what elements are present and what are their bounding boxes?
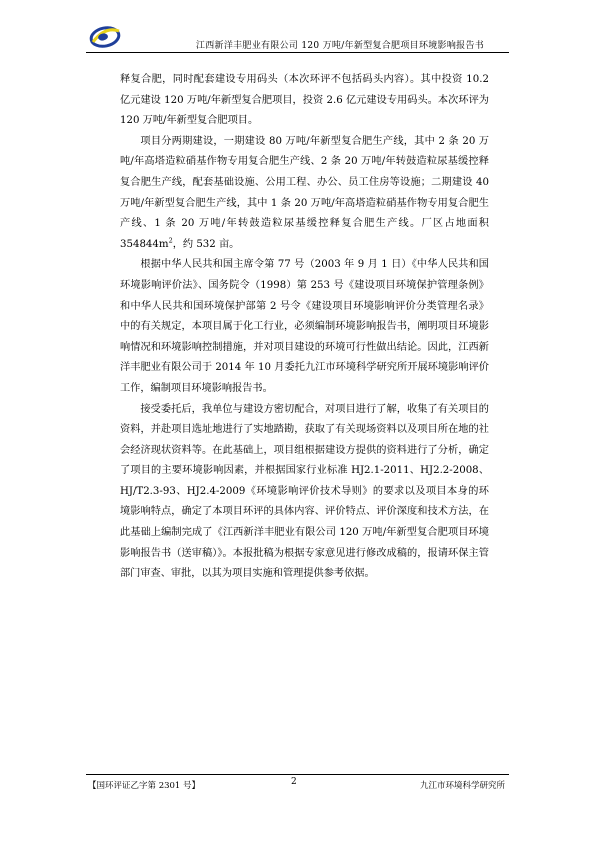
header-divider bbox=[86, 52, 509, 53]
page-number: 2 bbox=[291, 777, 297, 787]
organization-logo bbox=[88, 22, 122, 50]
area-unit-superscript: 2 bbox=[168, 236, 173, 245]
footer-divider bbox=[86, 774, 509, 775]
paragraph-4: 接受委托后，我单位与建设方密切配合，对项目进行了解，收集了有关项目的资料，并赴项目选址地进行了实地踏勘，获取了有关现场资料以及项目所在地的社会经济现状资料等。在此基础上，项目组根据建设方提供的资料进行了分析，确定了项目的主要环境影响因素，并根据国家行业标准 HJ2.1-2011、HJ2.2-2008、HJ/T2.3-93、HJ2.4-2009《环境影响评价技术导则》的要求以及项目本身的环境影响特点，确定了本项目环评的具体内容、评价特点、评价深度和技术方法，在此基础上编制完成了《江西新洋丰肥业有限公司 120 万吨/年新型复合肥项目环境影响报告书（送审稿）》。本报批稿为根据专家意见进行修改成稿的，报请环保主管部门审查、审批，以其为项目实施和管理提供参考依据。 bbox=[120, 403, 489, 580]
institute-name: 九江市环境科学研究所 bbox=[419, 781, 505, 791]
paragraph-3: 根据中华人民共和国主席令第 77 号（2003 年 9 月 1 日）《中华人民共和国环境影响评价法》、国务院令（1998）第 253 号《建设项目环境保护管理条例》和中华人民共和国环境保护部第 2 号令《建设项目环境影响评价分类管理名录》中的有关规定，本项目属于化工行业，必须编制环境影响报告书，阐明项目环境影响情况和环境影响控制措施，并对项目建设的环境可行性做出结论。因此，江西新洋丰肥业有限公司于 2014 年 10 月委托九江市环境科学研究所开展环境影响评价工作，编制项目环境影响报告书。 bbox=[120, 259, 489, 394]
certificate-number: 【国环评证乙字第 2301 号】 bbox=[88, 781, 201, 791]
paragraph-2 bbox=[120, 132, 489, 256]
paragraph-2-tail: ，约 532 亩。 bbox=[172, 238, 240, 250]
paragraph-2-text: 项目分两期建设，一期建设 80 万吨/年新型复合肥生产线，其中 2 条 20 万吨/年高塔造粒硝基作物专用复合肥生产线、2 条 20 万吨/年转鼓造粒尿基缓控释复合肥生产线，配套基础设施、公用工程、办公、员工住房等设施；二期建设 40 万吨/年新型复合肥生产线，其中 1 条 20 万吨/年高塔造粒硝基作物专用复合肥生产线、1 条 20 万吨/年转鼓造粒尿基缓控释复合肥生产线。厂区占地面积 354844m bbox=[120, 135, 489, 250]
paragraph-1: 释复合肥，同时配套建设专用码头（本次环评不包括码头内容）。其中投资 10.2 亿元建设 120 万吨/年新型复合肥项目，投资 2.6 亿元建设专用码头。本次环评为 120 万吨/年新型复合肥项目。 bbox=[120, 74, 489, 127]
header-title: 江西新洋丰肥业有限公司 120 万吨/年新型复合肥项目环境影响报告书 bbox=[195, 41, 485, 51]
document-body bbox=[120, 70, 489, 585]
